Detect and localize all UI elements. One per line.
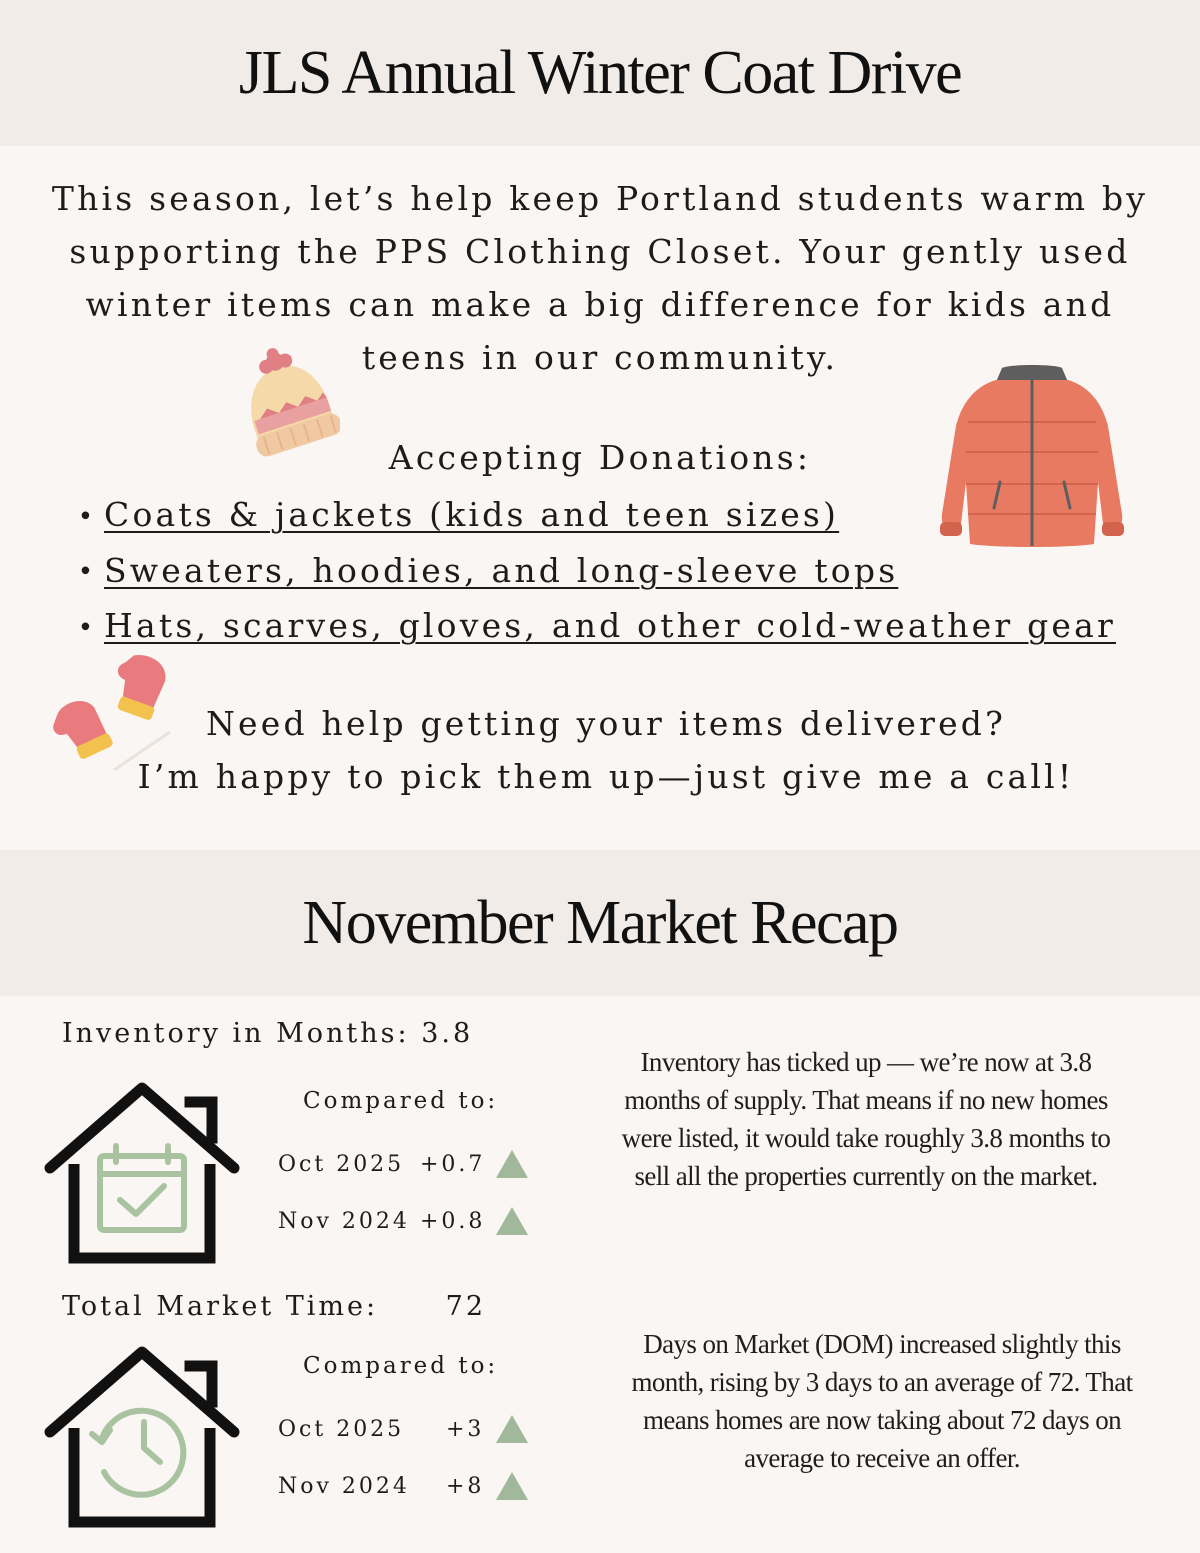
intro-line: This season, let’s help keep Portland students warm by xyxy=(51,179,1149,218)
house-clock-icon xyxy=(44,1346,240,1528)
inventory-comparison-oct xyxy=(278,1150,538,1184)
up-triangle-icon xyxy=(494,1470,530,1502)
market-time-compared-label: Compared to: xyxy=(303,1353,499,1379)
market-recap-header xyxy=(0,850,1200,996)
donation-list xyxy=(70,488,1116,655)
up-triangle-icon xyxy=(494,1413,530,1445)
pickup-offer xyxy=(0,697,1200,803)
comparison-period: Nov 2024 xyxy=(278,1474,410,1499)
intro-line: teens in our community. xyxy=(361,338,839,377)
bullet-icon: • xyxy=(77,612,97,643)
market-time-value: 72 xyxy=(445,1291,487,1322)
market-time-stat xyxy=(62,1291,486,1322)
list-item xyxy=(70,544,1116,600)
house-calendar-icon xyxy=(44,1082,240,1264)
comparison-period: Oct 2025 xyxy=(278,1152,405,1177)
coat-drive-title: JLS Annual Winter Coat Drive xyxy=(238,38,962,107)
coat-drive-header xyxy=(0,0,1200,146)
comparison-change: +0.7 xyxy=(420,1152,486,1177)
inventory-value: 3.8 xyxy=(421,1018,474,1049)
intro-line: winter items can make a big difference for kids and xyxy=(85,285,1115,324)
market-time-label: Total Market Time: xyxy=(62,1291,379,1322)
comparison-period: Nov 2024 xyxy=(278,1209,410,1234)
up-triangle-icon xyxy=(494,1205,530,1237)
comparison-change: +3 xyxy=(446,1417,485,1442)
bullet-icon: • xyxy=(77,501,97,532)
market-time-description: Days on Market (DOM) increased slightly this month, rising by 3 days to an average of 72. That means homes are now taking about 72 days on average to receive an offer. xyxy=(631,1329,1133,1473)
intro-line: supporting the PPS Clothing Closet. Your gently used xyxy=(69,232,1131,271)
comparison-change: +8 xyxy=(446,1474,485,1499)
comparison-change: +0.8 xyxy=(420,1209,486,1234)
pickup-line: I’m happy to pick them up—just give me a call! xyxy=(137,757,1075,796)
up-triangle-icon xyxy=(494,1148,530,1180)
comparison-period: Oct 2025 xyxy=(278,1417,405,1442)
inventory-label: Inventory in Months: xyxy=(62,1018,410,1049)
inventory-comparison-nov xyxy=(278,1207,538,1241)
list-item xyxy=(70,599,1116,655)
inventory-compared-label: Compared to: xyxy=(303,1088,499,1114)
market-recap-title: November Market Recap xyxy=(302,888,898,957)
donation-link-coats[interactable]: Coats & jackets (kids and teen sizes) xyxy=(104,495,840,534)
market-time-comparison-nov xyxy=(278,1472,538,1506)
inventory-stat xyxy=(62,1018,473,1049)
accepting-donations-heading: Accepting Donations: xyxy=(388,438,812,477)
donation-link-sweaters[interactable]: Sweaters, hoodies, and long-sleeve tops xyxy=(104,550,899,590)
market-time-comparison-oct xyxy=(278,1415,538,1449)
list-item xyxy=(70,488,1116,544)
inventory-description: Inventory has ticked up — we’re now at 3.8 months of supply. That means if no new homes were listed, it would take roughly 3.8 months to sell all the properties currently on the market. xyxy=(621,1047,1111,1191)
coat-drive-intro xyxy=(40,172,1160,384)
pickup-line: Need help getting your items delivered? xyxy=(205,704,1007,743)
bullet-icon: • xyxy=(77,557,97,587)
donation-link-accessories[interactable]: Hats, scarves, gloves, and other cold-weather gear xyxy=(104,606,1116,645)
